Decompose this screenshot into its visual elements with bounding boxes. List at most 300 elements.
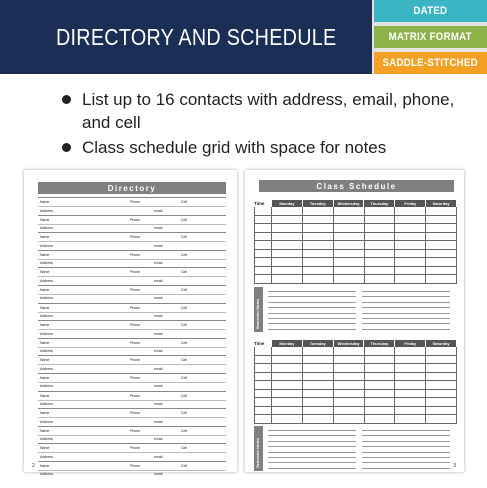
day-wednesday: Wednesday — [334, 340, 365, 347]
schedule-cell — [395, 415, 426, 424]
note-line — [268, 323, 356, 324]
schedule-cell — [426, 407, 457, 416]
schedule-cell — [334, 347, 365, 356]
divider — [38, 276, 226, 277]
schedule-cell — [272, 216, 303, 225]
email-label: email — [154, 349, 163, 354]
time-cell — [254, 347, 272, 356]
contact-entry — [38, 461, 226, 479]
note-line — [362, 430, 450, 431]
schedule-cell — [334, 233, 365, 242]
badge-matrix-format — [374, 26, 487, 48]
bullet-dot-icon — [62, 143, 71, 152]
schedule-cell — [395, 207, 426, 216]
schedule-cell — [303, 250, 334, 259]
note-line — [362, 313, 450, 314]
schedule-cell — [303, 267, 334, 276]
feature-list — [62, 88, 472, 161]
phone-label: Phone — [130, 200, 141, 204]
schedule-cell — [395, 373, 426, 382]
schedule-heading-text: Class Schedule — [316, 181, 397, 191]
schedule-cell — [395, 398, 426, 407]
schedule-cell — [395, 364, 426, 373]
address-label: Address — [40, 314, 53, 319]
note-line — [362, 296, 450, 297]
day-saturday: Saturday — [426, 340, 457, 347]
notes-label: Semester Notes — [255, 437, 260, 468]
schedule-header-row — [254, 200, 457, 207]
address-label: Address — [40, 472, 53, 477]
email-label: email — [154, 261, 163, 266]
phone-label: Phone — [130, 393, 141, 398]
schedule-cell — [365, 224, 396, 233]
schedule-cell — [395, 241, 426, 250]
schedule-cell — [334, 381, 365, 390]
divider — [38, 470, 226, 471]
badge-saddle-stitched-label: SADDLE-STITCHED — [382, 57, 479, 69]
schedule-cell — [303, 415, 334, 424]
schedule-cell — [334, 267, 365, 276]
name-label: Name — [40, 463, 50, 468]
time-cell — [254, 224, 272, 233]
address-label: Address — [40, 402, 53, 407]
note-line — [268, 291, 356, 292]
contact-list — [38, 197, 226, 479]
address-label: Address — [40, 278, 53, 283]
schedule-cell — [303, 275, 334, 284]
schedule-cell — [426, 381, 457, 390]
note-line — [268, 441, 356, 442]
email-label: email — [154, 472, 163, 477]
day-tuesday: Tuesday — [303, 340, 334, 347]
time-cell — [254, 267, 272, 276]
divider — [38, 259, 226, 260]
schedule-cell — [334, 224, 365, 233]
name-label: Name — [40, 358, 50, 363]
divider — [38, 241, 226, 242]
cell-label: Cell — [181, 270, 188, 275]
notes-label: Semester Notes — [255, 298, 260, 329]
cell-label: Cell — [181, 305, 188, 310]
schedule-cell — [272, 398, 303, 407]
note-line — [268, 329, 356, 330]
cell-label: Cell — [181, 252, 188, 257]
note-line — [362, 462, 450, 463]
schedule-cell — [426, 364, 457, 373]
schedule-cell — [365, 415, 396, 424]
time-cell — [254, 216, 272, 225]
schedule-cell — [303, 364, 334, 373]
schedule-grid-bottom — [254, 340, 457, 424]
schedule-cell — [365, 267, 396, 276]
note-line — [362, 441, 450, 442]
divider — [38, 347, 226, 348]
contact-entry — [38, 250, 226, 268]
contact-entry — [38, 426, 226, 444]
phone-label: Phone — [130, 235, 141, 240]
contact-entry — [38, 215, 226, 233]
time-cell — [254, 381, 272, 390]
day-thursday: Thursday — [364, 340, 395, 347]
schedule-cell — [272, 356, 303, 365]
address-label: Address — [40, 243, 53, 248]
contact-entry — [38, 408, 226, 426]
schedule-cell — [395, 390, 426, 399]
schedule-cell — [272, 364, 303, 373]
schedule-cell — [303, 216, 334, 225]
schedule-cell — [395, 267, 426, 276]
schedule-cell — [365, 381, 396, 390]
schedule-cell — [426, 356, 457, 365]
contact-entry — [38, 320, 226, 338]
day-monday: Monday — [272, 340, 303, 347]
schedule-page — [245, 170, 464, 472]
schedule-cell — [272, 241, 303, 250]
time-cell — [254, 373, 272, 382]
schedule-heading — [259, 180, 454, 192]
schedule-cells — [254, 207, 457, 284]
feature-item — [62, 136, 472, 159]
badge-dated-label: DATED — [413, 5, 448, 17]
note-line — [362, 452, 450, 453]
name-label: Name — [40, 217, 50, 222]
schedule-cell — [303, 347, 334, 356]
time-cell — [254, 250, 272, 259]
semester-notes-top — [254, 287, 457, 332]
phone-label: Phone — [130, 358, 141, 363]
contact-entry — [38, 232, 226, 250]
time-cell — [254, 233, 272, 242]
directory-page — [24, 170, 237, 477]
notes-tab — [254, 426, 263, 471]
schedule-cell — [395, 250, 426, 259]
email-label: email — [154, 296, 163, 301]
schedule-cell — [334, 373, 365, 382]
phone-label: Phone — [130, 446, 141, 451]
schedule-cell — [365, 233, 396, 242]
name-label: Name — [40, 235, 50, 240]
note-line — [362, 329, 450, 330]
address-label: Address — [40, 437, 53, 442]
note-line — [268, 468, 356, 469]
contact-entry — [38, 391, 226, 409]
divider — [38, 417, 226, 418]
name-label: Name — [40, 340, 50, 345]
schedule-cell — [334, 398, 365, 407]
schedule-cell — [272, 258, 303, 267]
schedule-cell — [426, 373, 457, 382]
badge-matrix-format-label: MATRIX FORMAT — [388, 31, 473, 43]
day-monday: Monday — [272, 200, 303, 207]
email-label: email — [154, 402, 163, 407]
day-thursday: Thursday — [364, 200, 395, 207]
divider — [38, 312, 226, 313]
schedule-cell — [334, 364, 365, 373]
schedule-cell — [365, 241, 396, 250]
cell-label: Cell — [181, 323, 188, 328]
schedule-cell — [303, 241, 334, 250]
address-label: Address — [40, 296, 53, 301]
feature-item — [62, 88, 472, 134]
schedule-cell — [426, 347, 457, 356]
feature-text: List up to 16 contacts with address, email, phone, and cell — [82, 90, 455, 132]
schedule-cell — [395, 356, 426, 365]
divider — [38, 400, 226, 401]
address-label: Address — [40, 331, 53, 336]
email-label: email — [154, 366, 163, 371]
notes-tab — [254, 287, 263, 332]
cell-label: Cell — [181, 428, 188, 433]
schedule-cell — [303, 224, 334, 233]
name-label: Name — [40, 270, 50, 275]
cell-label: Cell — [181, 375, 188, 380]
phone-label: Phone — [130, 411, 141, 416]
schedule-cell — [426, 258, 457, 267]
divider — [38, 206, 226, 207]
cell-label: Cell — [181, 411, 188, 416]
schedule-cell — [365, 364, 396, 373]
schedule-cell — [365, 373, 396, 382]
schedule-cell — [395, 233, 426, 242]
schedule-cell — [272, 250, 303, 259]
name-label: Name — [40, 428, 50, 433]
schedule-cell — [426, 250, 457, 259]
time-label: Time — [254, 201, 265, 206]
divider — [38, 329, 226, 330]
contact-entry — [38, 338, 226, 356]
cell-label: Cell — [181, 287, 188, 292]
schedule-cell — [395, 258, 426, 267]
contact-entry — [38, 355, 226, 373]
badge-dated — [374, 0, 487, 22]
email-label: email — [154, 243, 163, 248]
schedule-cell — [303, 356, 334, 365]
schedule-cells — [254, 347, 457, 424]
name-label: Name — [40, 446, 50, 451]
time-cell — [254, 407, 272, 416]
note-line — [362, 446, 450, 447]
schedule-cell — [426, 267, 457, 276]
schedule-cell — [303, 373, 334, 382]
schedule-cell — [365, 258, 396, 267]
time-cell — [254, 364, 272, 373]
time-cell — [254, 207, 272, 216]
semester-notes-bottom — [254, 426, 457, 471]
day-tuesday: Tuesday — [303, 200, 334, 207]
schedule-cell — [272, 207, 303, 216]
title-block — [0, 0, 372, 74]
schedule-cell — [426, 398, 457, 407]
schedule-cell — [272, 233, 303, 242]
note-line — [268, 462, 356, 463]
schedule-cell — [272, 347, 303, 356]
divider — [38, 435, 226, 436]
divider — [38, 364, 226, 365]
email-label: email — [154, 384, 163, 389]
note-line — [362, 318, 450, 319]
phone-label: Phone — [130, 463, 141, 468]
contact-entry — [38, 443, 226, 461]
schedule-cell — [365, 250, 396, 259]
time-cell — [254, 356, 272, 365]
schedule-cell — [365, 207, 396, 216]
name-label: Name — [40, 393, 50, 398]
cell-label: Cell — [181, 235, 188, 240]
cell-label: Cell — [181, 358, 188, 363]
page-number-left: 2 — [32, 463, 35, 469]
address-label: Address — [40, 208, 53, 213]
schedule-cell — [426, 415, 457, 424]
schedule-grid-top — [254, 200, 457, 284]
time-cell — [254, 390, 272, 399]
address-label: Address — [40, 454, 53, 459]
schedule-cell — [272, 415, 303, 424]
phone-label: Phone — [130, 305, 141, 310]
name-label: Name — [40, 200, 50, 204]
email-label: email — [154, 419, 163, 424]
schedule-cell — [303, 381, 334, 390]
schedule-cell — [272, 381, 303, 390]
note-line — [362, 307, 450, 308]
schedule-cell — [426, 241, 457, 250]
address-label: Address — [40, 366, 53, 371]
time-cell — [254, 241, 272, 250]
directory-heading — [38, 182, 226, 194]
schedule-cell — [365, 390, 396, 399]
contact-entry — [38, 197, 226, 215]
schedule-cell — [426, 216, 457, 225]
time-cell — [254, 415, 272, 424]
directory-heading-text: Directory — [107, 183, 157, 193]
divider — [38, 452, 226, 453]
cell-label: Cell — [181, 393, 188, 398]
note-line — [362, 302, 450, 303]
time-label: Time — [254, 341, 265, 346]
schedule-cell — [334, 207, 365, 216]
schedule-cell — [426, 207, 457, 216]
cell-label: Cell — [181, 463, 188, 468]
email-label: email — [154, 437, 163, 442]
schedule-cell — [395, 216, 426, 225]
schedule-cell — [303, 258, 334, 267]
contact-entry — [38, 303, 226, 321]
schedule-cell — [334, 216, 365, 225]
address-label: Address — [40, 419, 53, 424]
cell-label: Cell — [181, 217, 188, 222]
note-line — [362, 468, 450, 469]
schedule-cell — [426, 233, 457, 242]
email-label: email — [154, 331, 163, 336]
schedule-cell — [334, 241, 365, 250]
note-line — [268, 452, 356, 453]
schedule-cell — [426, 224, 457, 233]
day-friday: Friday — [395, 200, 426, 207]
note-line — [362, 291, 450, 292]
badge-saddle-stitched — [374, 52, 487, 74]
page-number-right: 3 — [453, 463, 456, 469]
schedule-cell — [303, 407, 334, 416]
address-label: Address — [40, 261, 53, 266]
time-cell — [254, 258, 272, 267]
schedule-cell — [272, 275, 303, 284]
name-label: Name — [40, 375, 50, 380]
schedule-cell — [303, 207, 334, 216]
email-label: email — [154, 454, 163, 459]
note-line — [268, 296, 356, 297]
phone-label: Phone — [130, 270, 141, 275]
schedule-cell — [334, 258, 365, 267]
phone-label: Phone — [130, 375, 141, 380]
phone-label: Phone — [130, 323, 141, 328]
schedule-cell — [303, 398, 334, 407]
name-label: Name — [40, 305, 50, 310]
contact-entry — [38, 267, 226, 285]
phone-label: Phone — [130, 340, 141, 345]
schedule-cell — [365, 275, 396, 284]
divider — [38, 294, 226, 295]
schedule-cell — [365, 398, 396, 407]
feature-text: Class schedule grid with space for notes — [82, 138, 387, 157]
note-line — [268, 446, 356, 447]
email-label: email — [154, 278, 163, 283]
phone-label: Phone — [130, 217, 141, 222]
schedule-cell — [303, 233, 334, 242]
address-label: Address — [40, 384, 53, 389]
time-cell — [254, 275, 272, 284]
schedule-cell — [303, 390, 334, 399]
schedule-cell — [426, 390, 457, 399]
schedule-cell — [365, 407, 396, 416]
day-friday: Friday — [395, 340, 426, 347]
schedule-cell — [334, 356, 365, 365]
divider — [38, 382, 226, 383]
contact-entry — [38, 373, 226, 391]
schedule-cell — [272, 224, 303, 233]
schedule-cell — [365, 347, 396, 356]
note-line — [362, 435, 450, 436]
schedule-cell — [365, 216, 396, 225]
note-line — [268, 430, 356, 431]
address-label: Address — [40, 226, 53, 231]
cell-label: Cell — [181, 200, 188, 204]
schedule-cell — [272, 390, 303, 399]
note-line — [362, 457, 450, 458]
contact-entry — [38, 285, 226, 303]
schedule-cell — [395, 381, 426, 390]
note-line — [268, 302, 356, 303]
schedule-cell — [334, 275, 365, 284]
page-title: DIRECTORY AND SCHEDULE — [56, 23, 337, 50]
name-label: Name — [40, 252, 50, 257]
address-label: Address — [40, 349, 53, 354]
schedule-cell — [395, 347, 426, 356]
day-saturday: Saturday — [426, 200, 457, 207]
name-label: Name — [40, 411, 50, 416]
schedule-cell — [334, 390, 365, 399]
name-label: Name — [40, 287, 50, 292]
schedule-cell — [395, 407, 426, 416]
schedule-cell — [395, 275, 426, 284]
schedule-cell — [272, 267, 303, 276]
note-line — [268, 435, 356, 436]
note-line — [268, 457, 356, 458]
schedule-cell — [426, 275, 457, 284]
phone-label: Phone — [130, 252, 141, 257]
name-label: Name — [40, 323, 50, 328]
cell-label: Cell — [181, 446, 188, 451]
day-wednesday: Wednesday — [334, 200, 365, 207]
phone-label: Phone — [130, 428, 141, 433]
